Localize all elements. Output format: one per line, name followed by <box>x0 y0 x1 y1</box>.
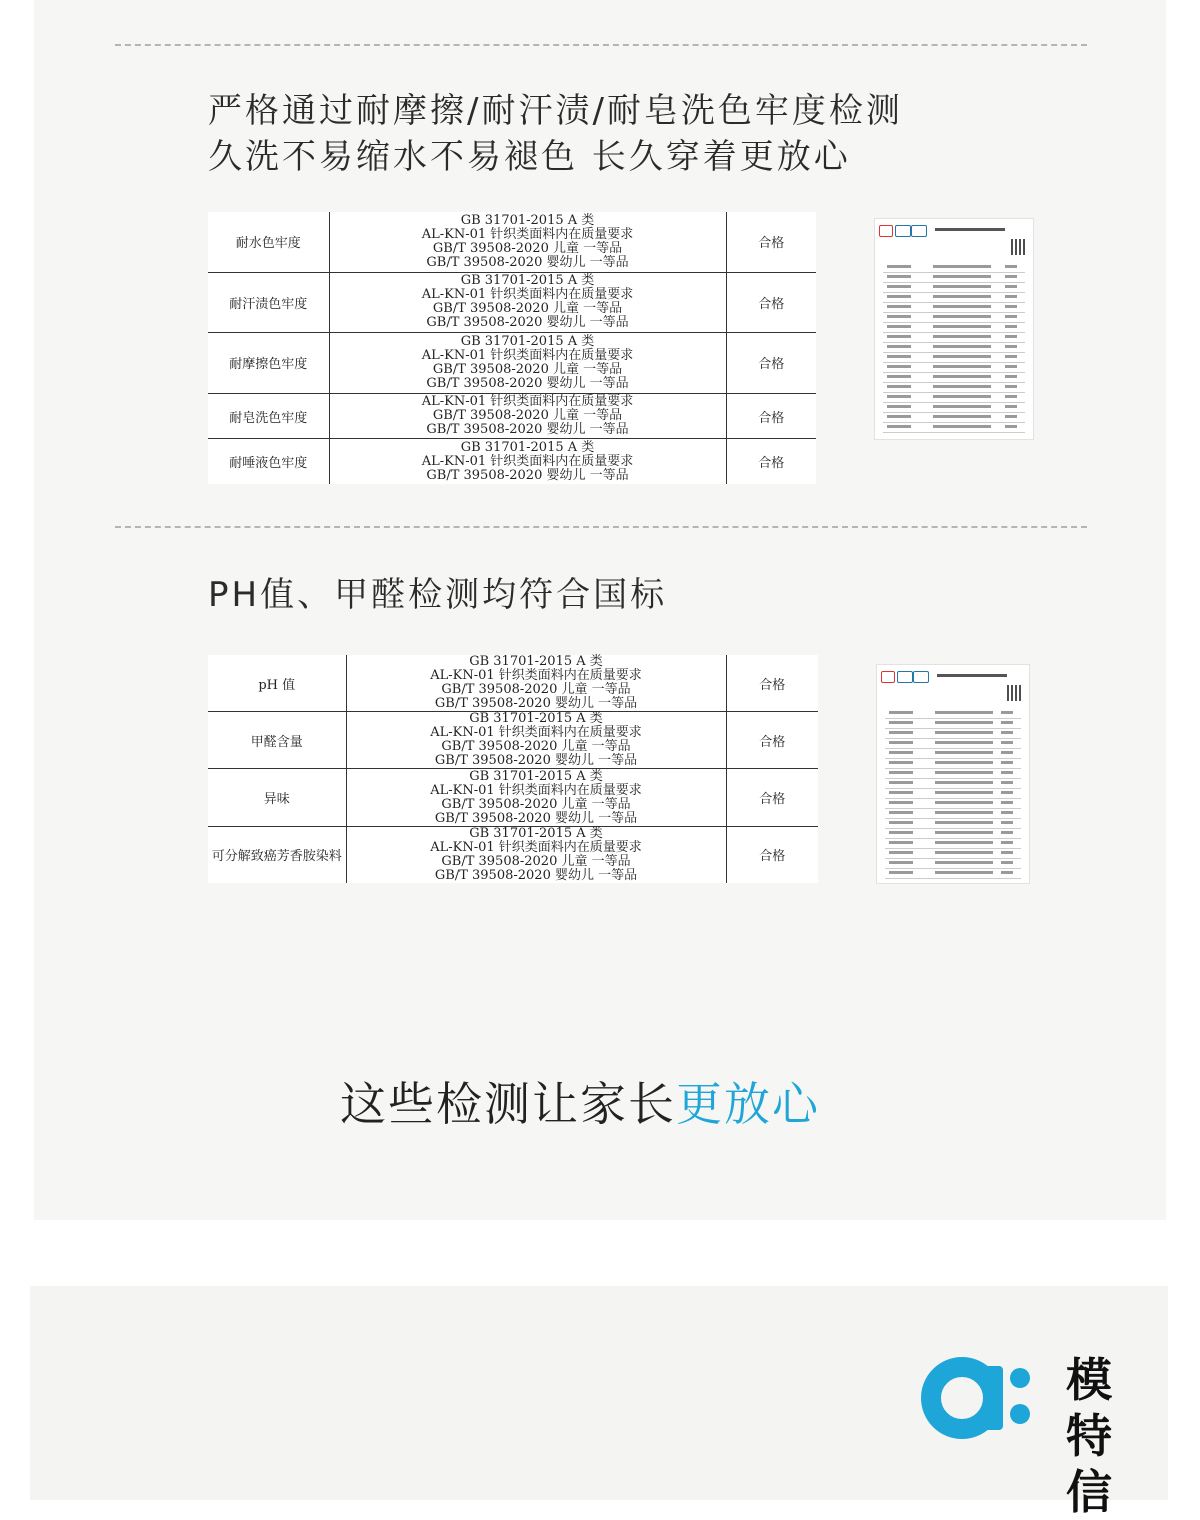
report-row <box>885 859 1021 869</box>
qr-code-icon <box>1007 685 1023 701</box>
divider-top <box>115 44 1087 46</box>
standard-line: GB/T 39508-2020 儿童 一等品 <box>441 796 631 812</box>
qr-code-icon <box>1011 239 1027 255</box>
standard-line: GB/T 39508-2020 儿童 一等品 <box>432 408 623 423</box>
table-row <box>208 212 816 272</box>
test-standards <box>346 712 726 769</box>
report-row <box>885 779 1021 789</box>
tagline-highlight: 更放心 <box>676 1077 820 1131</box>
section1-heading-line2: 久洗不易缩水不易褪色 长久穿着更放心 <box>208 137 851 177</box>
standard-line: GB/T 39508-2020 婴幼儿 一等品 <box>434 867 638 883</box>
test-standards <box>346 655 726 712</box>
report-row <box>885 739 1021 749</box>
report-header-bar <box>935 228 1005 231</box>
report-row <box>885 729 1021 739</box>
report-header-bar <box>937 674 1007 677</box>
report-row <box>885 829 1021 839</box>
standard-line: GB/T 39508-2020 儿童 一等品 <box>432 361 623 377</box>
table-row <box>208 769 818 826</box>
test-item-name: 耐唾液色牢度 <box>208 439 329 484</box>
report-row <box>883 323 1025 333</box>
table-row <box>208 439 816 484</box>
test-standards <box>329 439 726 484</box>
test-item-name: 耐汗渍色牢度 <box>208 272 329 333</box>
report-row <box>885 849 1021 859</box>
standard-line: GB 31701-2015 A 类 <box>460 212 595 228</box>
test-item-name: 耐摩擦色牢度 <box>208 333 329 394</box>
test-standards <box>329 272 726 333</box>
certification-mark-icon <box>897 671 913 683</box>
standard-line: GB 31701-2015 A 类 <box>469 825 603 841</box>
table-row <box>208 712 818 769</box>
standard-line: GB/T 39508-2020 婴幼儿 一等品 <box>426 254 629 270</box>
table-row <box>208 333 816 394</box>
test-result: 合格 <box>726 212 816 272</box>
certification-mark-icon <box>913 671 929 683</box>
standard-line: GB/T 39508-2020 儿童 一等品 <box>441 853 631 869</box>
certification-mark-icon <box>879 225 893 237</box>
certification-mark-icon <box>895 225 911 237</box>
standard-line: GB 31701-2015 A 类 <box>469 711 603 727</box>
test-standards <box>346 826 726 883</box>
standard-line: GB/T 39508-2020 婴幼儿 一等品 <box>434 696 638 712</box>
report-row <box>883 363 1025 373</box>
test-result: 合格 <box>726 655 818 712</box>
report-row <box>883 343 1025 353</box>
report-row <box>883 303 1025 313</box>
report-row <box>885 759 1021 769</box>
standard-line: GB/T 39508-2020 婴幼儿 一等品 <box>434 810 638 826</box>
test-item-name: 甲醛含量 <box>208 712 346 769</box>
standard-line: GB 31701-2015 A 类 <box>469 654 603 670</box>
standard-line: AL-KN-01 针织类面料内在质量要求 <box>421 453 634 469</box>
standard-line: AL-KN-01 针织类面料内在质量要求 <box>430 782 642 798</box>
report-row <box>885 769 1021 779</box>
standard-line: GB/T 39508-2020 婴幼儿 一等品 <box>426 467 629 483</box>
test-item-name: pH 值 <box>208 655 346 712</box>
test-result: 合格 <box>726 769 818 826</box>
report-row <box>883 373 1025 383</box>
standard-line: GB 31701-2015 A 类 <box>460 439 595 455</box>
standard-line: AL-KN-01 针织类面料内在质量要求 <box>430 725 642 741</box>
test-result: 合格 <box>759 849 786 865</box>
report-row <box>885 709 1021 719</box>
report-row <box>883 283 1025 293</box>
report-row <box>885 809 1021 819</box>
brand-logo-icon <box>920 1356 1040 1446</box>
test-standards <box>346 769 726 826</box>
test-result: 合格 <box>758 456 785 472</box>
standard-line: GB/T 39508-2020 儿童 一等品 <box>441 682 631 698</box>
standard-line: GB/T 39508-2020 儿童 一等品 <box>432 240 623 256</box>
report-row <box>885 749 1021 759</box>
tagline-text: 这些检测让家长 <box>340 1077 676 1131</box>
standard-line: GB 31701-2015 A 类 <box>460 333 595 349</box>
standard-line: GB/T 39508-2020 儿童 一等品 <box>432 301 623 317</box>
test-standards <box>329 393 726 439</box>
certification-mark-icon <box>911 225 927 237</box>
section2-heading: PH值、甲醛检测均符合国标 <box>208 575 668 615</box>
standard-line: GB/T 39508-2020 婴幼儿 一等品 <box>426 422 629 437</box>
tagline <box>340 1068 820 1134</box>
colorfastness-table <box>208 212 816 484</box>
table-row <box>208 826 818 883</box>
report-row <box>883 333 1025 343</box>
report-row <box>883 293 1025 303</box>
standard-line: GB/T 39508-2020 婴幼儿 一等品 <box>434 753 638 769</box>
test-result: 合格 <box>726 333 816 394</box>
report-row <box>885 719 1021 729</box>
report-row <box>883 423 1025 433</box>
report-row <box>885 869 1021 879</box>
standard-line: AL-KN-01 针织类面料内在质量要求 <box>421 394 634 409</box>
table-row <box>208 272 816 333</box>
report-row <box>883 413 1025 423</box>
test-result: 合格 <box>726 393 816 439</box>
test-item-name: 异味 <box>208 769 346 826</box>
table-row <box>208 393 816 439</box>
report-row <box>885 839 1021 849</box>
test-standards <box>329 212 726 272</box>
standard-line: GB 31701-2015 A 类 <box>460 273 595 289</box>
standard-line: GB/T 39508-2020 儿童 一等品 <box>441 739 631 755</box>
test-report-thumbnail-2 <box>876 664 1030 884</box>
report-row <box>883 403 1025 413</box>
divider-middle <box>115 526 1087 528</box>
test-item-name: 耐水色牢度 <box>208 212 329 272</box>
standard-line: AL-KN-01 针织类面料内在质量要求 <box>430 668 642 684</box>
report-row <box>883 263 1025 273</box>
test-report-thumbnail <box>874 218 1034 440</box>
standard-line: GB 31701-2015 A 类 <box>469 768 603 784</box>
test-item-name: 可分解致癌芳香胺染料 <box>208 826 346 883</box>
standard-line: AL-KN-01 针织类面料内在质量要求 <box>421 347 634 363</box>
test-result: 合格 <box>726 712 818 769</box>
report-row <box>883 313 1025 323</box>
standard-line: GB/T 39508-2020 婴幼儿 一等品 <box>426 375 629 391</box>
report-row <box>883 393 1025 403</box>
report-row <box>885 799 1021 809</box>
test-item-name: 耐皂洗色牢度 <box>208 393 329 439</box>
report-row <box>885 789 1021 799</box>
safety-table <box>208 655 818 883</box>
table-row <box>208 655 818 712</box>
report-row <box>883 353 1025 363</box>
test-result: 合格 <box>726 272 816 333</box>
report-row <box>883 383 1025 393</box>
brand-name: 模特信 <box>1066 1353 1112 1519</box>
standard-line: AL-KN-01 针织类面料内在质量要求 <box>421 287 634 303</box>
section1-heading-line1: 严格通过耐摩擦/耐汗渍/耐皂洗色牢度检测 <box>208 91 903 131</box>
standard-line: AL-KN-01 针织类面料内在质量要求 <box>421 226 634 242</box>
report-row <box>885 819 1021 829</box>
standard-line: AL-KN-01 针织类面料内在质量要求 <box>430 839 642 855</box>
report-row <box>883 273 1025 283</box>
standard-line: GB/T 39508-2020 婴幼儿 一等品 <box>426 315 629 331</box>
test-standards <box>329 333 726 394</box>
certification-mark-icon <box>881 671 895 683</box>
